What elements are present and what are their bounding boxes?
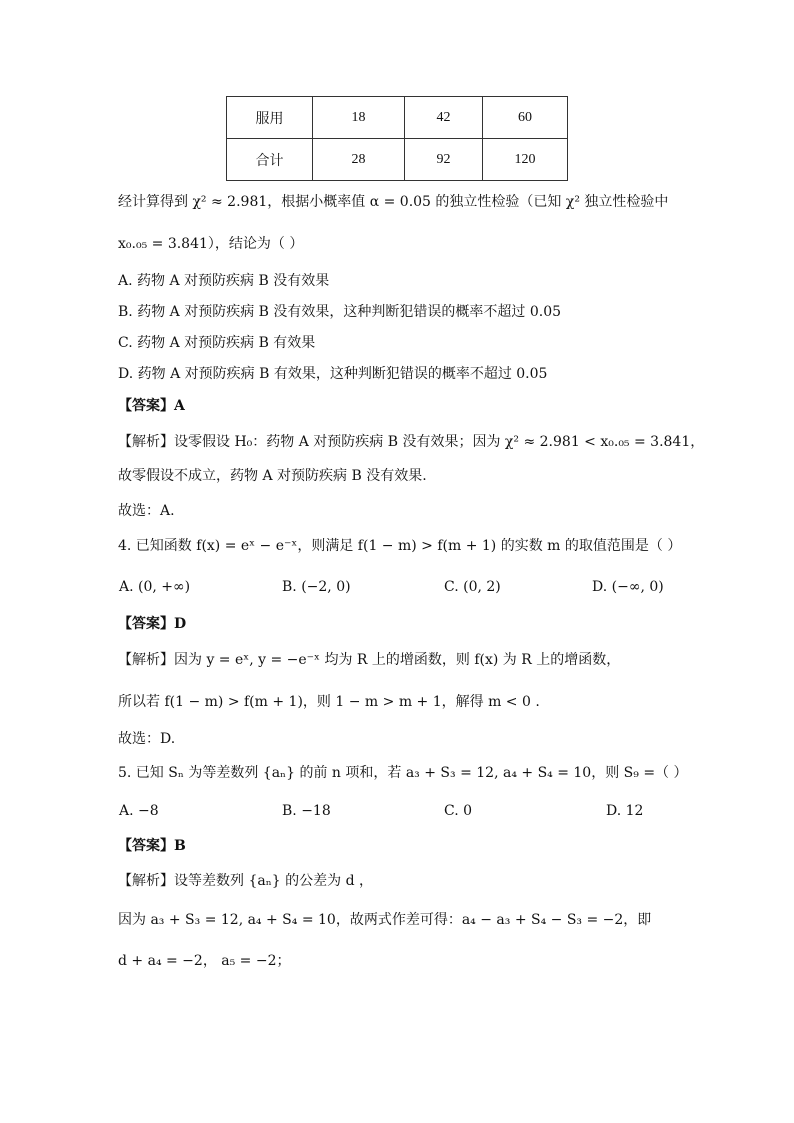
- q4-analysis-line2: 所以若 f(1 − m) > f(m + 1)，则 1 − m > m + 1，解得 m < 0 .: [118, 694, 540, 710]
- q5-stem: 5. 已知 Sₙ 为等差数列 {aₙ} 的前 n 项和，若 a₃ + S₃ = 12, a₄ + S₄ = 10，则 S₉ =（ ）: [118, 765, 688, 781]
- q5-analysis-line1: 【解析】设等差数列 {aₙ} 的公差为 d ，: [118, 873, 373, 889]
- q5-option-c: C. 0: [444, 803, 473, 819]
- q4-answer: 【答案】D: [118, 616, 187, 632]
- q4-option-a: A. (0, +∞): [119, 579, 191, 595]
- table-cell: 92: [405, 139, 483, 181]
- q5-analysis-line3: d + a₄ = −2， a₅ = −2；: [118, 953, 291, 969]
- table-cell: 120: [483, 139, 568, 181]
- table-cell: 60: [483, 97, 568, 139]
- q3-option-d: D. 药物 A 对预防疾病 B 有效果，这种判断犯错误的概率不超过 0.05: [118, 366, 548, 382]
- q5-analysis-line2: 因为 a₃ + S₃ = 12, a₄ + S₄ = 10，故两式作差可得：a₄ − a₃ + S₄ − S₃ = −2，即: [118, 912, 652, 928]
- q3-stem-line2: x₀.₀₅ = 3.841），结论为（ ）: [118, 236, 304, 252]
- q4-option-d: D. (−∞, 0): [592, 579, 664, 595]
- q5-option-b: B. −18: [282, 803, 331, 819]
- q4-analysis-line1: 【解析】因为 y = eˣ, y = −e⁻ˣ 均为 R 上的增函数，则 f(x) 为 R 上的增函数，: [118, 652, 621, 668]
- q3-analysis-line2: 故零假设不成立，药物 A 对预防疾病 B 没有效果.: [118, 468, 427, 484]
- q4-stem: 4. 已知函数 f(x) = eˣ − e⁻ˣ，则满足 f(1 − m) > f(m + 1) 的实数 m 的取值范围是（ ）: [118, 538, 682, 554]
- q3-choice: 故选：A.: [118, 503, 175, 519]
- table-cell: 18: [313, 97, 405, 139]
- table-cell: 合计: [227, 139, 313, 181]
- q3-analysis-line1: 【解析】设零假设 H₀：药物 A 对预防疾病 B 没有效果；因为 χ² ≈ 2.981 < x₀.₀₅ = 3.841，: [118, 434, 705, 450]
- q3-answer: 【答案】A: [118, 398, 185, 414]
- q3-option-c: C. 药物 A 对预防疾病 B 有效果: [118, 335, 316, 351]
- table-cell: 42: [405, 97, 483, 139]
- q4-option-b: B. (−2, 0): [282, 579, 351, 595]
- q5-option-d: D. 12: [606, 803, 644, 819]
- q4-option-c: C. (0, 2): [444, 579, 501, 595]
- q5-option-a: A. −8: [119, 803, 159, 819]
- table-cell: 28: [313, 139, 405, 181]
- q3-option-b: B. 药物 A 对预防疾病 B 没有效果，这种判断犯错误的概率不超过 0.05: [118, 304, 562, 320]
- q4-choice: 故选：D.: [118, 731, 176, 747]
- q3-stem-line1: 经计算得到 χ² ≈ 2.981，根据小概率值 α = 0.05 的独立性检验（已知 χ² 独立性检验中: [118, 194, 669, 210]
- table-row: [227, 97, 568, 139]
- table-cell: 服用: [227, 97, 313, 139]
- contingency-table: [226, 96, 568, 181]
- table-row: [227, 139, 568, 181]
- q5-answer: 【答案】B: [118, 838, 186, 854]
- q3-option-a: A. 药物 A 对预防疾病 B 没有效果: [118, 273, 330, 289]
